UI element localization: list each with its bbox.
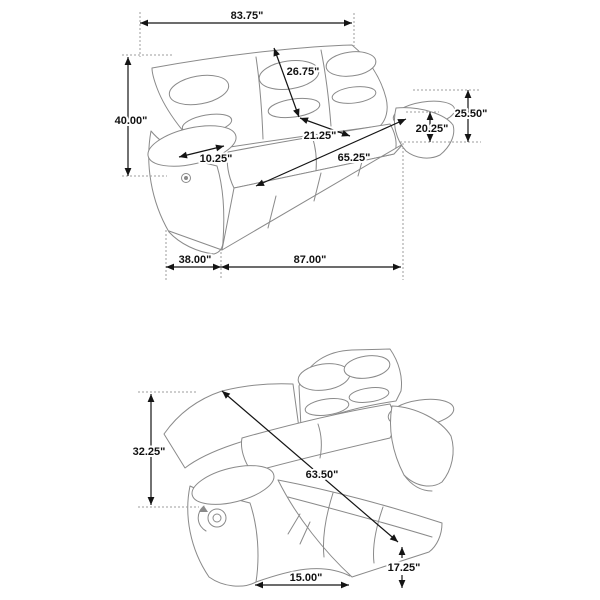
sofa-reclined-drawing — [164, 349, 455, 586]
dimension-label-footrest-height: 17.25" — [387, 562, 421, 574]
dimension-label-arm-height: 25.50" — [454, 108, 488, 120]
dimension-footrest-floor-length — [255, 572, 349, 588]
dimension-label-seat-width: 65.25" — [337, 152, 371, 164]
dimension-label-reclined-height: 32.25" — [132, 446, 166, 458]
dimension-label-seat-height: 20.25" — [415, 123, 449, 135]
dimension-label-seat-depth: 21.25" — [303, 130, 337, 142]
dimension-label-footrest-floor-length: 15.00" — [289, 572, 323, 584]
dimension-label-reclined-length: 63.50" — [305, 469, 339, 481]
dimension-label-overall-height: 40.00" — [114, 115, 148, 127]
dimension-label-base-depth: 38.00" — [178, 254, 212, 266]
dimension-label-back-height: 26.75" — [286, 66, 320, 78]
dimension-label-arm-width: 10.25" — [199, 153, 233, 165]
dimension-label-overall-width: 83.75" — [230, 10, 264, 22]
dimension-label-base-width: 87.00" — [293, 254, 327, 266]
